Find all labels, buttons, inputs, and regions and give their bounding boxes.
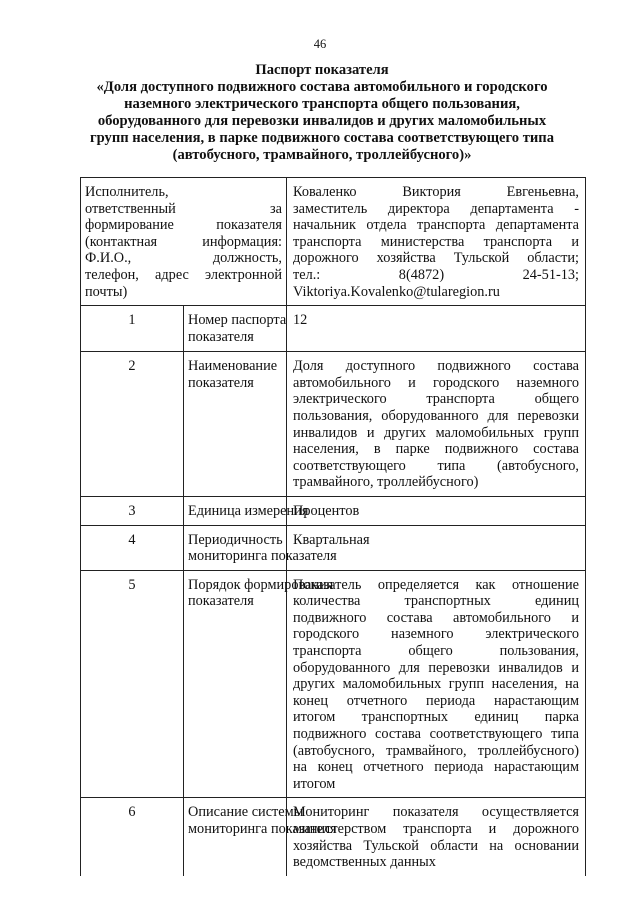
row-value: Квартальная (287, 525, 586, 570)
title-line: групп населения, в парке подвижного состава соответствующего типа (89, 130, 555, 146)
passport-table (80, 177, 586, 876)
table-row (81, 798, 586, 876)
executor-label-line: Ф.И.О., должность, (85, 250, 282, 267)
page-number: 46 (313, 37, 327, 51)
table-row (81, 570, 586, 798)
document-title (86, 62, 558, 164)
title-line: оборудованного для перевозки инвалидов и других маломобильных (97, 113, 547, 129)
row-value: Показатель определяется как отношение количества транспортных единиц подвижного состава автомобильного и городского наземного электрического транспорта общего пользования, оборудованного для перевозки инвалидов и других маломобильных групп населения, на конец отчетного периода нарастающим итогом транспортных единиц парка подвижного состава соответствующего типа (автобусного, трамвайного, троллейбусного) на конец отчетного периода нарастающим итогом (287, 570, 586, 798)
title-line: наземного электрического транспорта общего пользования, (124, 96, 520, 112)
title-line: (автобусного, трамвайного, троллейбусного)» (172, 147, 472, 163)
executor-label-line: ответственный за (85, 200, 282, 217)
row-value: Процентов (287, 496, 586, 525)
row-label: Описание системы мониторинга показателя (184, 798, 287, 876)
executor-email: Viktoriya.Kovalenko@tularegion.ru (293, 283, 500, 300)
executor-label (81, 178, 287, 306)
row-label: Номер паспорта показателя (184, 306, 287, 352)
executor-label-line: формирование показателя (85, 217, 282, 234)
row-value: Доля доступного подвижного состава автомобильного и городского наземного электрического транспорта общего пользования, оборудованного для перевозки инвалидов и других маломобильных групп населения, в парке подвижного состава соответствующего типа (автобусного, трамвайного, троллейбусного) (287, 352, 586, 497)
row-label: Порядок формирования показателя (184, 570, 287, 798)
executor-value-line: дорожного хозяйства Тульской области; (293, 250, 579, 267)
executor-value-line: Коваленко Виктория Евгеньевна, (293, 184, 579, 200)
executor-label-line: телефон, адрес электронной (85, 266, 282, 283)
row-number: 3 (81, 496, 184, 525)
executor-label-line: почты) (85, 283, 128, 300)
row-value: Мониторинг показателя осуществляется министерством транспорта и дорожного хозяйства Тульской области на основании ведомственных данных (287, 798, 586, 876)
table-row (81, 525, 586, 570)
executor-label-line: (контактная информация: (85, 233, 282, 250)
row-number: 4 (81, 525, 184, 570)
executor-value-line: начальник отдела транспорта департамента (293, 217, 579, 234)
table-row (81, 496, 586, 525)
title-line: «Доля доступного подвижного состава автомобильного и городского (96, 79, 548, 95)
row-number: 2 (81, 352, 184, 497)
row-label: Единица измерения (184, 496, 287, 525)
table-row-executor (81, 178, 586, 306)
table-row (81, 306, 586, 352)
executor-value-line: заместитель директора департамента - (293, 200, 579, 217)
table-row (81, 352, 586, 497)
row-label: Периодичность мониторинга показателя (184, 525, 287, 570)
title-line: Паспорт показателя (255, 62, 389, 78)
row-number: 1 (81, 306, 184, 352)
row-number: 6 (81, 798, 184, 876)
executor-label-line: Исполнитель, (85, 184, 169, 200)
row-value: 12 (287, 306, 586, 352)
executor-value-line: транспорта министерства транспорта и (293, 233, 579, 250)
executor-value (287, 178, 586, 306)
executor-value-line: тел.: 8(4872) 24-51-13; (293, 266, 579, 283)
row-number: 5 (81, 570, 184, 798)
row-label: Наименование показателя (184, 352, 287, 497)
